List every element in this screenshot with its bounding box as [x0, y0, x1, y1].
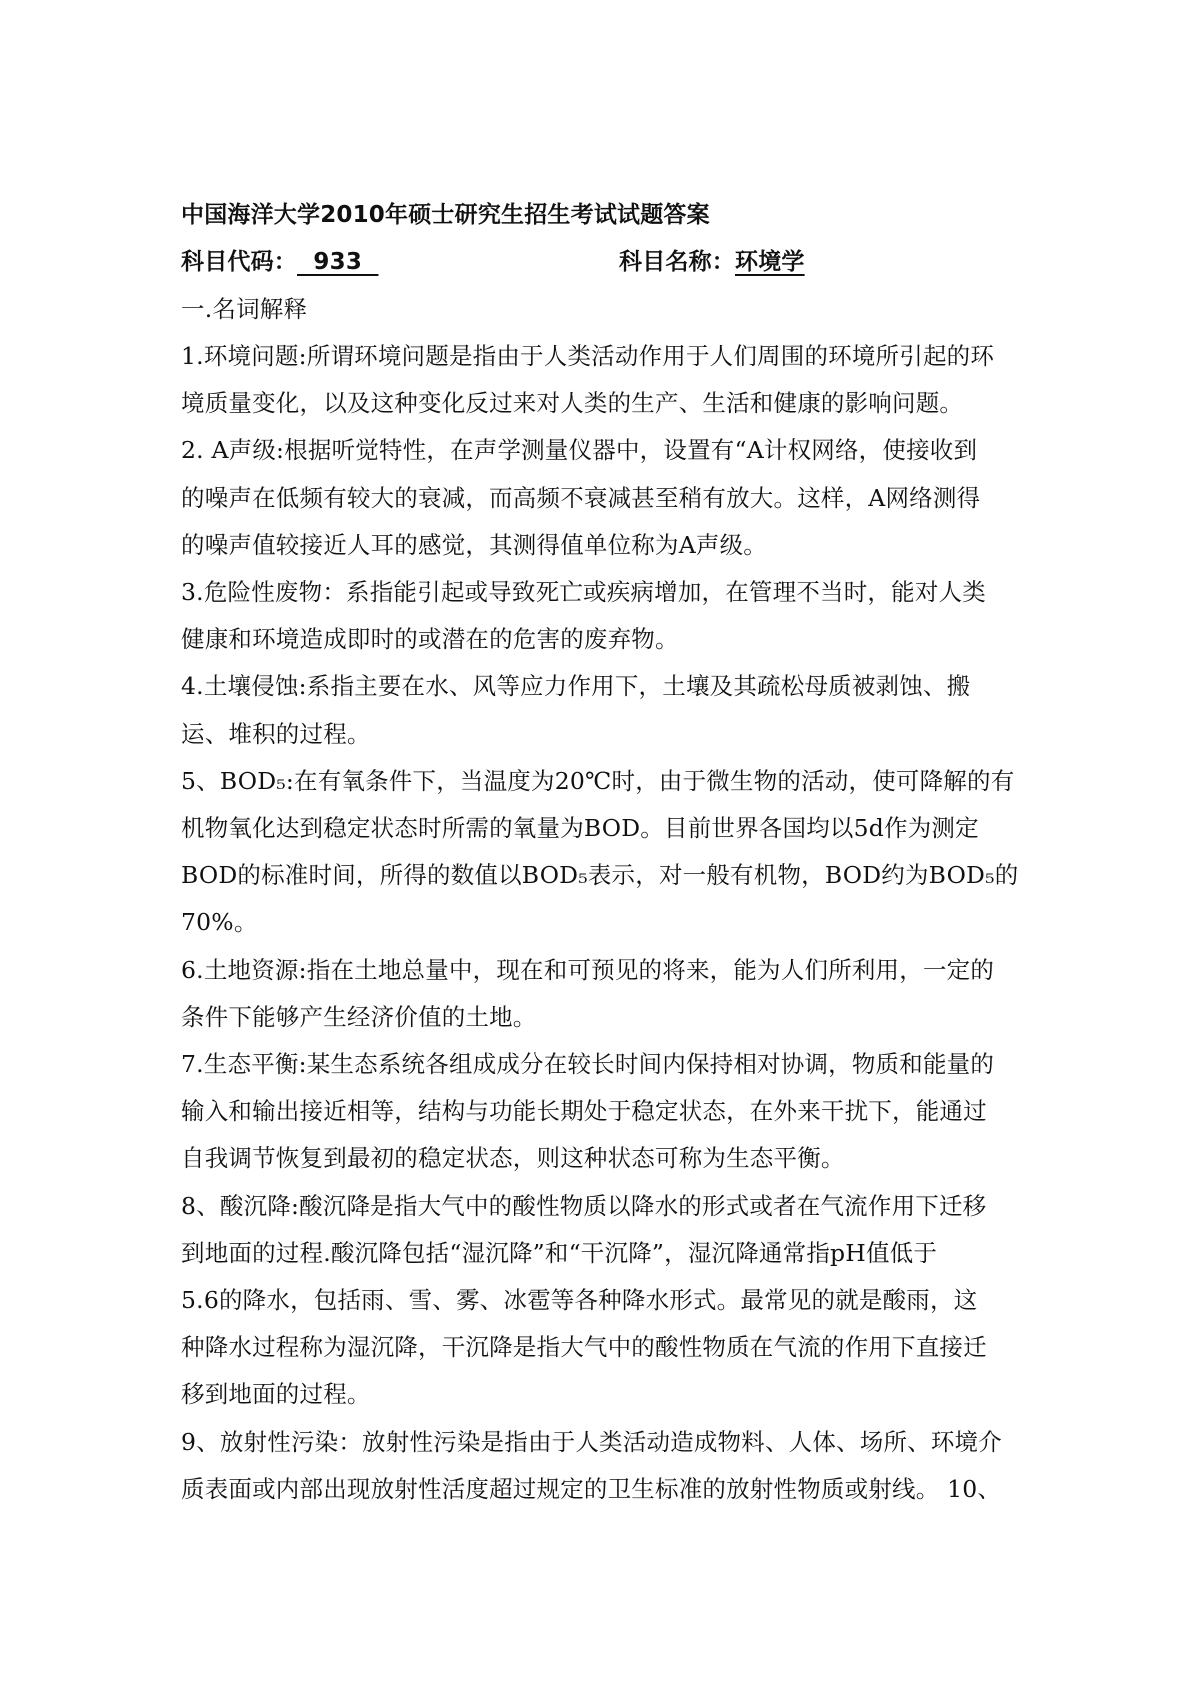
- subject-code-label: 科目代码：: [181, 249, 297, 275]
- text-line: 的噪声值较接近人耳的感觉，其测得值单位称为A声级。: [181, 530, 767, 559]
- text-line: 5、BOD₅:在有氧条件下，当温度为20℃时，由于微生物的活动，使可降解的有: [181, 766, 1015, 795]
- subject-code: 933: [297, 249, 379, 275]
- text-line: 4.土壤侵蚀:系指主要在水、风等应力作用下，土壤及其疏松母质被剥蚀、搬: [181, 672, 971, 701]
- text-line: 70%。: [181, 908, 258, 937]
- subject-name-group: [619, 239, 805, 286]
- text-line: 条件下能够产生经济价值的土地。: [181, 1002, 537, 1031]
- text-line: 境质量变化，以及这种变化反过来对人类的生产、生活和健康的影响问题。: [181, 389, 964, 418]
- text-line: 9、放射性污染：放射性污染是指由于人类活动造成物料、人体、场所、环境介: [181, 1427, 1002, 1456]
- text-line: 到地面的过程.酸沉降包括“湿沉降”和“干沉降”，湿沉降通常指pH值低于: [181, 1238, 938, 1267]
- text-line: 5.6的降水，包括雨、雪、雾、冰雹等各种降水形式。最常见的就是酸雨，这: [181, 1286, 978, 1314]
- text-line: 8、酸沉降:酸沉降是指大气中的酸性物质以降水的形式或者在气流作用下迁移: [181, 1191, 987, 1220]
- subject-name: 环境学: [735, 249, 805, 275]
- text-line: 7.生态平衡:某生态系统各组成成分在较长时间内保持相对协调，物质和能量的: [181, 1050, 995, 1078]
- subject-name-label: 科目名称：: [619, 249, 735, 275]
- text-line: 的噪声在低频有较大的衰减，而高频不衰减甚至稍有放大。这样，A网络测得: [181, 483, 981, 512]
- text-line: 机物氧化达到稳定状态时所需的氧量为BOD。目前世界各国均以5d作为测定: [181, 814, 979, 842]
- text-line: 6.土地资源:指在土地总量中，现在和可预见的将来，能为人们所利用，一定的: [181, 955, 995, 984]
- text-line: 质表面或内部出现放射性活度超过规定的卫生标准的放射性物质或射线。 10、: [181, 1474, 1002, 1503]
- text-line: 种降水过程称为湿沉降，干沉降是指大气中的酸性物质在气流的作用下直接迁: [181, 1333, 987, 1362]
- text-line: 自我调节恢复到最初的稳定状态，则这种状态可称为生态平衡。: [181, 1144, 845, 1173]
- text-line: 健康和环境造成即时的或潜在的危害的废弃物。: [181, 625, 679, 654]
- text-line: 3.危险性废物：系指能引起或导致死亡或疾病增加，在管理不当时，能对人类: [181, 578, 986, 606]
- text-line: BOD的标准时间，所得的数值以BOD₅表示，对一般有机物，BOD约为BOD₅的: [181, 861, 1019, 890]
- text-line: 移到地面的过程。: [181, 1380, 371, 1409]
- subject-info-row: [181, 239, 1041, 286]
- text-line: 运、堆积的过程。: [181, 719, 371, 748]
- text-line: 2. A声级:根据听觉特性，在声学测量仪器中，设置有“A计权网络，使接收到: [181, 436, 978, 465]
- text-line: 输入和输出接近相等，结构与功能长期处于稳定状态，在外来干扰下，能通过: [181, 1097, 987, 1126]
- document-title: 中国海洋大学2010年硕士研究生招生考试试题答案: [181, 202, 710, 228]
- section-heading: 一.名词解释: [181, 295, 308, 323]
- text-line: 1.环境问题:所谓环境问题是指由于人类活动作用于人们周围的环境所引起的环: [181, 342, 995, 370]
